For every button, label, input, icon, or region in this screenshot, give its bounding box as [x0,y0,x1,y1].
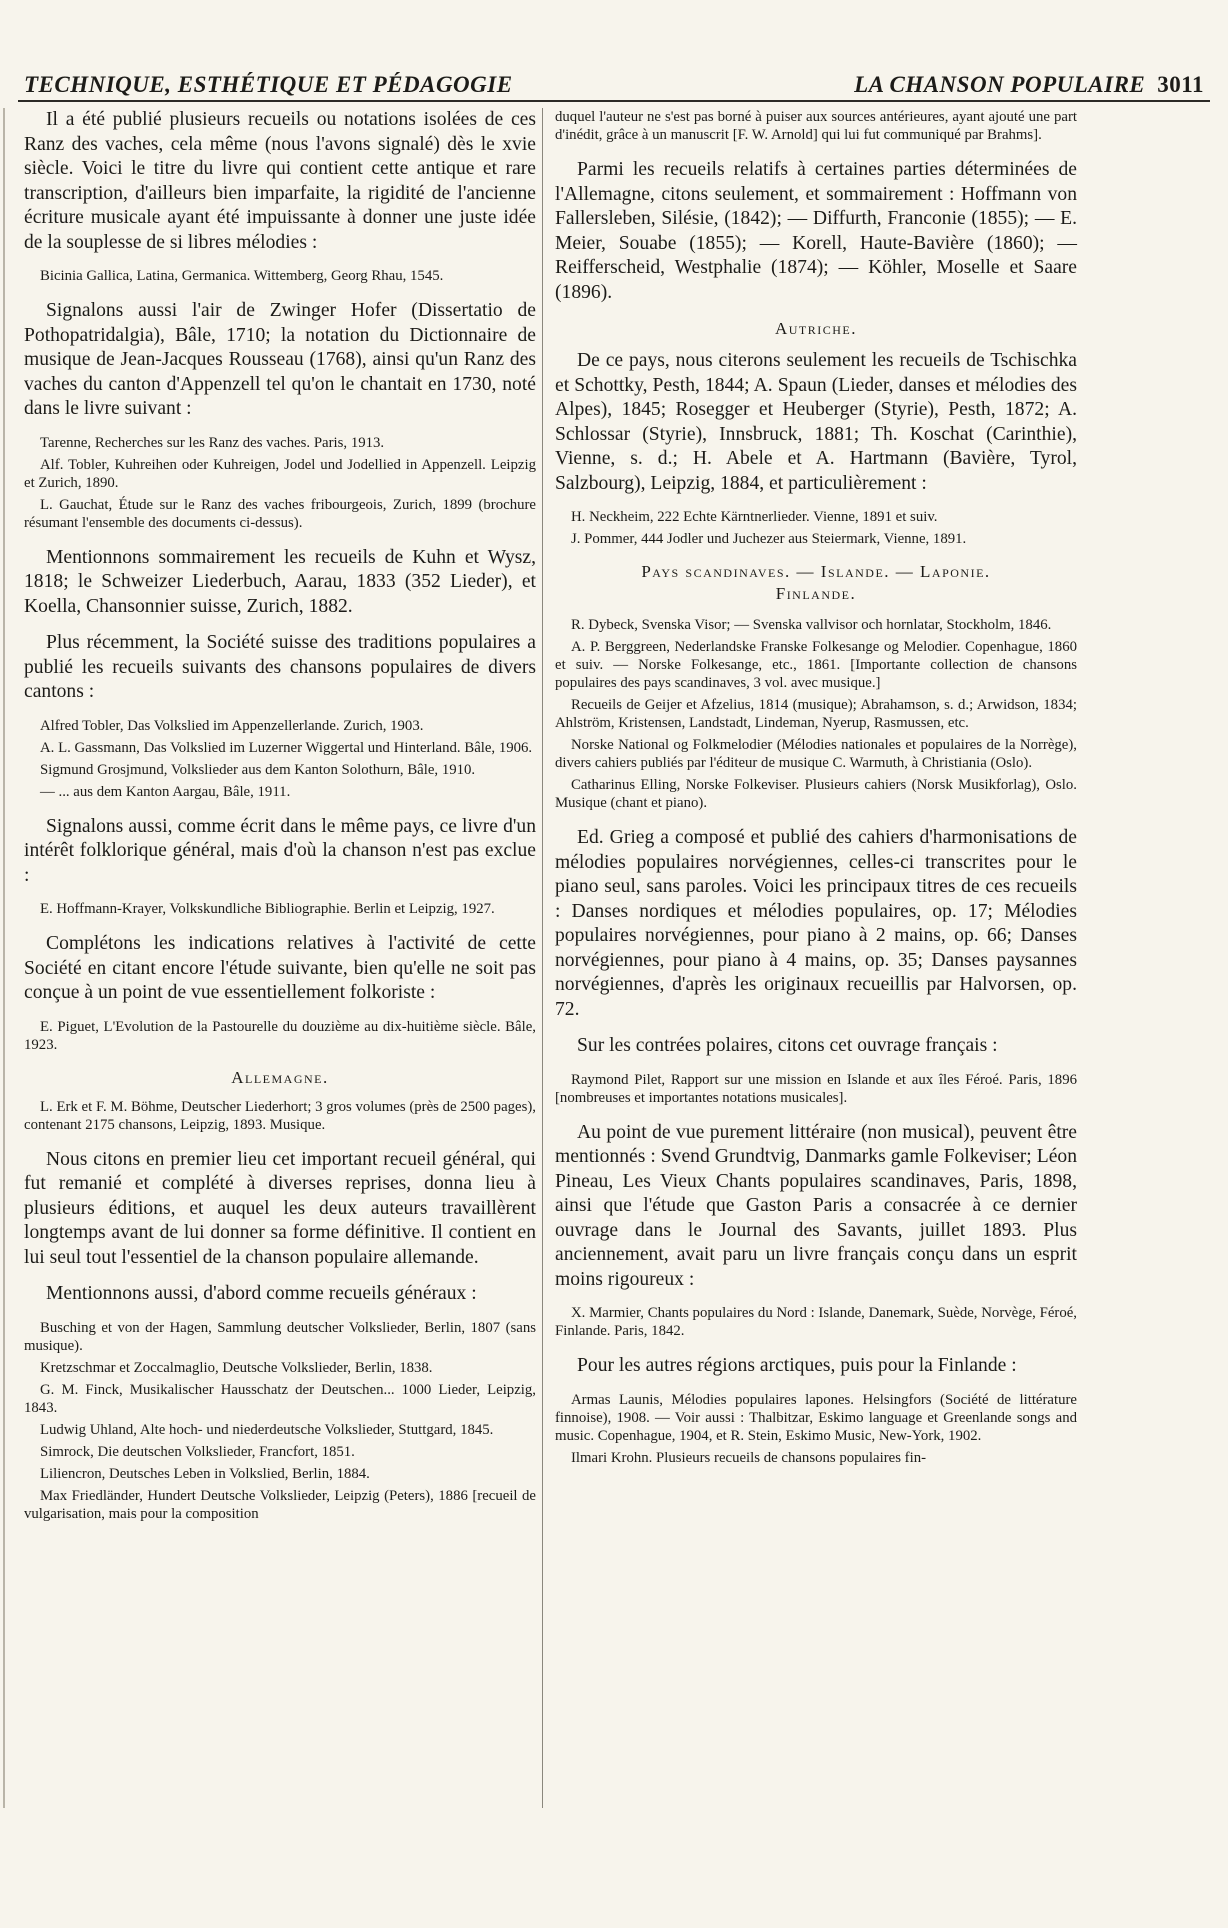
paragraph: Mentionnons sommairement les recueils de Kuhn et Wysz, 1818; le Schweizer Liederbuch, Aarau, 1833 (352 Lieder), et Koella, Chansonnier suisse, Zurich, 1882. [24,546,536,617]
reference-list [24,1098,536,1134]
reference: Busching et von der Hagen, Sammlung deutscher Volkslieder, Berlin, 1807 (sans musique). [24,1319,536,1354]
reference-list [24,717,536,801]
reference: — ... aus dem Kanton Aargau, Bâle, 1911. [40,783,291,800]
reference: H. Neckheim, 222 Echte Kärntnerlieder. Vienne, 1891 et suiv. [571,509,938,525]
reference-list [555,108,1077,144]
paragraph: Parmi les recueils relatifs à certaines parties déterminées de l'Allemagne, citons seulement, et sommairement : Hoffmann von Fallersleben, Silésie, (1842); — Diffurth, Franconie (1855); — E. Meier, Souabe (1855); — Korell, Haute-Bavière (1860); — Reifferscheid, Westphalie (1874); — Köhler, Moselle et Saare (1896). [555,159,1077,303]
paragraph: Il a été publié plusieurs recueils ou notations isolées de ces Ranz des vaches, cela même (nous l'avons signalé) dès le xvie siècle. Voici le titre du livre qui contient cette antique et rare transcription, d'ailleurs bien imparfaite, la rigidité de l'ancienne écriture musicale ayant été impuissante à donner une juste idée de la souplesse de si libres mélodies : [24,109,536,253]
reference: Alf. Tobler, Kuhreihen oder Kuhreigen, Jodel und Jodellied in Appenzell. Leipzig et Zurich, 1890. [24,456,536,491]
section-heading-finlande: Finlande. [775,584,857,603]
reference-list [555,616,1077,812]
reference-list [24,434,536,532]
reference: Ludwig Uhland, Alte hoch- und niederdeutsche Volkslieder, Stuttgard, 1845. [40,1421,494,1438]
left-column [24,108,536,1537]
header-rule [18,100,1210,102]
reference: R. Dybeck, Svenska Visor; — Svenska vallvisor och hornlatar, Stockholm, 1846. [571,617,1052,633]
running-header-left: TECHNIQUE, ESTHÉTIQUE ET PÉDAGOGIE [24,72,513,97]
page-number: 3011 [1157,72,1204,97]
reference: Tarenne, Recherches sur les Ranz des vaches. Paris, 1913. [40,434,385,451]
reference-list [24,1319,536,1523]
reference: Ilmari Krohn. Plusieurs recueils de chansons populaires fin- [571,1449,927,1466]
reference: L. Gauchat, Étude sur le Ranz des vaches fribourgeois, Zurich, 1899 (brochure résumant l'ensemble des documents ci-dessus). [24,496,536,531]
paragraph: Pour les autres régions arctiques, puis pour la Finlande : [577,1355,1017,1376]
right-column [555,108,1077,1481]
reference-list [24,1018,536,1054]
reference: G. M. Finck, Musikalischer Hausschatz der Deutschen... 1000 Lieder, Leipzig, 1843. [24,1381,536,1416]
paragraph: Ed. Grieg a composé et publié des cahiers d'harmonisations de mélodies populaires norvégiennes, celles-ci transcrites pour le piano seul, sans paroles. Voici les principaux titres de ces recueils : Danses nordiques et mélodies populaires, op. 17; Mélodies populaires norvégiennes, pour piano à 2 mains, op. 66; Danses norvégiennes, pour piano à 4 mains, op. 35; Danses paysannes norvégiennes, d'après les originaux recueillis par Halvorsen, op. 72. [555,827,1077,1020]
reference: Max Friedländer, Hundert Deutsche Volkslieder, Leipzig (Peters), 1886 [recueil de vulgarisation, mais pour la composition [24,1487,536,1522]
reference: L. Erk et F. M. Böhme, Deutscher Liederhort; 3 gros volumes (près de 2500 pages), contenant 2175 chansons, Leipzig, 1893. Musique. [24,1098,536,1133]
section-heading-scandinavie: Pays scandinaves. — Islande. — Laponie. [641,562,991,581]
reference: Alfred Tobler, Das Volkslied im Appenzellerlande. Zurich, 1903. [40,717,424,734]
paragraph: De ce pays, nous citerons seulement les recueils de Tschischka et Schottky, Pesth, 1844; A. Spaun (Lieder, danses et mélodies des Alpes), 1845; Rosegger et Heuberger (Styrie), Pesth, 1872; A. Schlossar (Styrie), Innsbruck, 1881; Th. Koschat (Carinthie), Vienne, s. d.; H. Abele et A. Hartmann (Bavière, Tyrol, Salzbourg), Leipzig, 1884, et particulièrement : [555,350,1077,494]
reference: Simrock, Die deutschen Volkslieder, Francfort, 1851. [40,1443,355,1460]
reference-list [24,900,536,918]
reference: E. Piguet, L'Evolution de la Pastourelle du douzième au dix-huitième siècle. Bâle, 1923. [24,1018,536,1053]
paragraph: Nous citons en premier lieu cet important recueil général, qui fut remanié et complété à diverses reprises, donna lieu à plusieurs éditions, et auquel les deux auteurs travaillèrent longtemps avant de lui donner sa forme définitive. Il contient en lui seul tout l'essentiel de la chanson populaire allemande. [24,1148,536,1268]
paragraph: Complétons les indications relatives à l'activité de cette Société en citant encore l'étude suivante, bien qu'elle ne soit pas conçue à un point de vue essentiellement folkoriste : [24,933,536,1003]
reference: X. Marmier, Chants populaires du Nord : Islande, Danemark, Suède, Norvège, Féroé, Finlande. Paris, 1842. [555,1305,1077,1339]
reference: A. L. Gassmann, Das Volkslied im Luzerner Wiggertal und Hinterland. Bâle, 1906. [40,739,533,756]
reference-list [24,267,536,285]
reference: Catharinus Elling, Norske Folkeviser. Plusieurs cahiers (Norsk Musikforlag), Oslo. Musique (chant et piano). [555,777,1077,811]
paragraph: Signalons aussi l'air de Zwinger Hofer (Dissertatio de Pothopatridalgia), Bâle, 1710; la notation du Dictionnaire de musique de Jean-Jacques Rousseau (1768), ainsi qu'un Ranz des vaches du canton d'Appenzell tel qu'on le chantait en 1730, noté dans le livre suivant : [24,300,536,419]
page-edge-shadow [3,108,5,1808]
reference: E. Hoffmann-Krayer, Volkskundliche Bibliographie. Berlin et Leipzig, 1927. [40,901,495,917]
paragraph: Signalons aussi, comme écrit dans le même pays, ce livre d'un intérêt folklorique général, mais d'où la chanson n'est pas exclue : [24,815,536,886]
paragraph: Plus récemment, la Société suisse des traditions populaires a publié les recueils suivants des chansons populaires de divers cantons : [24,632,536,702]
paragraph: Sur les contrées polaires, citons cet ouvrage français : [577,1035,998,1056]
reference: Liliencron, Deutsches Leben in Volkslied, Berlin, 1884. [40,1465,370,1482]
reference-list [555,1304,1077,1340]
reference: duquel l'auteur ne s'est pas borné à puiser aux sources antérieures, ayant ajouté une part d'inédit, grâce à un manuscrit [F. W. Arnold] qui lui fut communiqué par Brahms]. [555,109,1077,143]
column-divider [542,108,543,1808]
reference: Armas Launis, Mélodies populaires lapones. Helsingfors (Société de littérature finnoise), 1908. — Voir aussi : Thalbitzar, Eskimo language et Greenlande songs and music. Copenhague, 1904, et R. Stein, Eskimo Music, New-York, 1902. [555,1391,1077,1444]
reference: J. Pommer, 444 Jodler und Juchezer aus Steiermark, Vienne, 1891. [571,531,967,547]
reference: A. P. Berggreen, Nederlandske Franske Folkesange og Melodier. Copenhague, 1860 et suiv. — Norske Folkesange, etc., 1861. [Importante collection de chansons populaires des pays scandinaves, 3 vol. avec musique.] [555,639,1077,691]
running-header-title: LA CHANSON POPULAIRE [854,72,1146,97]
reference-list [555,508,1077,548]
reference-list [555,1391,1077,1467]
reference: Kretzschmar et Zoccalmaglio, Deutsche Volkslieder, Berlin, 1838. [40,1359,433,1376]
paragraph: Mentionnons aussi, d'abord comme recueils généraux : [46,1283,477,1304]
section-heading-autriche: Autriche. [774,319,858,338]
reference: Bicinia Gallica, Latina, Germanica. Wittemberg, Georg Rhau, 1545. [40,268,444,284]
reference-list [555,1071,1077,1107]
section-heading-allemagne: Allemagne. [231,1067,329,1087]
running-header-right [854,72,1204,98]
reference: Sigmund Grosjmund, Volkslieder aus dem Kanton Solothurn, Bâle, 1910. [40,761,476,778]
reference: Recueils de Geijer et Afzelius, 1814 (musique); Abrahamson, s. d.; Arwidson, 1834; Ahlström, Kristensen, Landstadt, Lindeman, Nyerup, Rasmussen, etc. [555,697,1077,731]
reference: Raymond Pilet, Rapport sur une mission en Islande et aux îles Féroé. Paris, 1896 [nombreuses et importantes notations musicales]. [555,1071,1077,1106]
reference: Norske National og Folkmelodier (Mélodies nationales et populaires de la Norrège), divers cahiers publiés par l'éditeur de musique C. Warmuth, à Christiania (Oslo). [555,737,1077,771]
paragraph: Au point de vue purement littéraire (non musical), peuvent être mentionnés : Svend Grundtvig, Danmarks gamle Folkeviser; Léon Pineau, Les Vieux Chants populaires scandinaves, Paris, 1898, ainsi que l'étude que Gaston Paris a consacrée à ce dernier ouvrage dans le Journal des Savants, juillet 1893. Plus anciennement, avait paru un livre français conçu dans un esprit moins rigoureux : [555,1121,1077,1290]
